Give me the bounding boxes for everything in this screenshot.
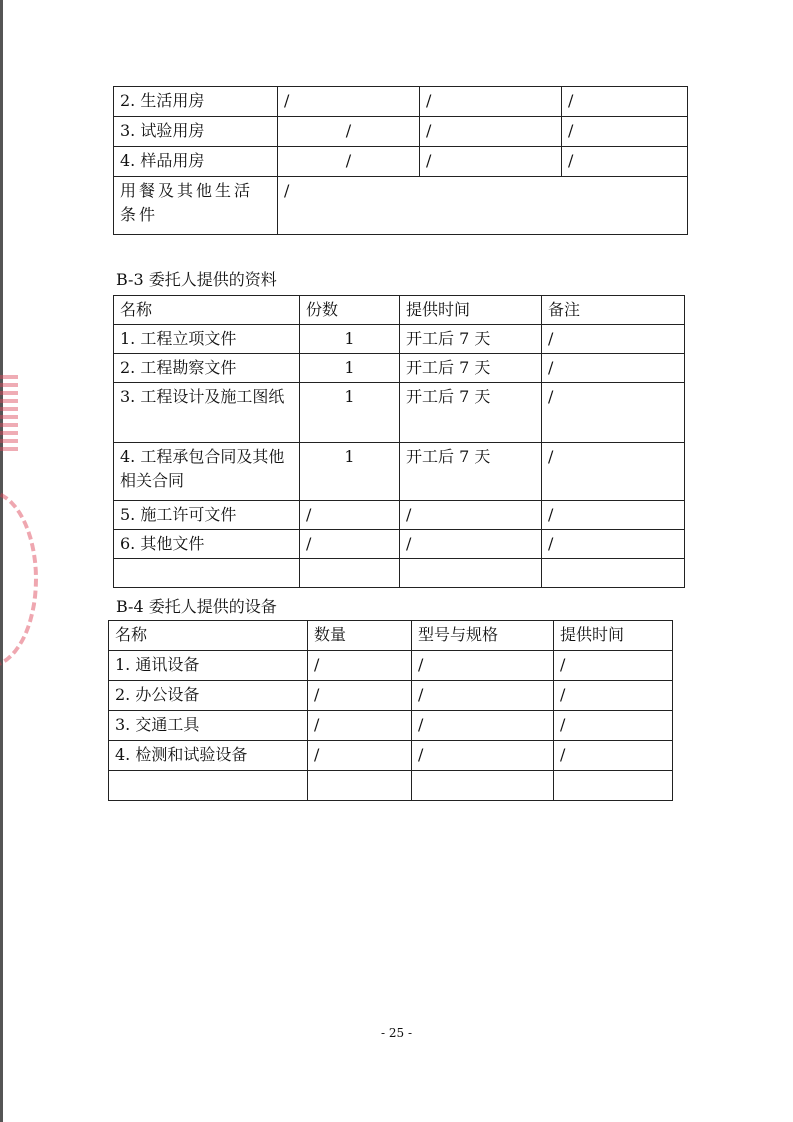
cell: / (542, 354, 685, 383)
table-row (109, 771, 673, 801)
cell: / (278, 177, 688, 235)
cell: 3. 试验用房 (114, 117, 278, 147)
cell: 4. 检测和试验设备 (109, 741, 308, 771)
table-row (114, 559, 685, 588)
cell: / (542, 530, 685, 559)
column-header: 数量 (308, 621, 412, 651)
cell: / (554, 651, 673, 681)
table-row (114, 87, 688, 117)
table-row (114, 530, 685, 559)
cell: / (542, 325, 685, 354)
cell (109, 771, 308, 801)
cell: / (412, 741, 554, 771)
cell: 开工后 7 天 (400, 354, 542, 383)
column-header: 名称 (109, 621, 308, 651)
cell: / (300, 501, 400, 530)
cell: 4. 工程承包合同及其他相关合同 (114, 443, 300, 501)
cell: / (542, 383, 685, 443)
cell: 1. 通讯设备 (109, 651, 308, 681)
cell: / (562, 147, 688, 177)
cell: / (562, 87, 688, 117)
section-title-b4: B-4 委托人提供的设备 (116, 597, 277, 616)
cell: 1 (300, 383, 400, 443)
cell: / (278, 117, 420, 147)
cell: / (412, 681, 554, 711)
cell: 开工后 7 天 (400, 443, 542, 501)
cell (554, 771, 673, 801)
cell: / (400, 530, 542, 559)
cell (114, 559, 300, 588)
column-header: 名称 (114, 296, 300, 325)
table-b3 (113, 295, 685, 588)
cell: 用餐及其他生活条件 (114, 177, 278, 235)
table-row (109, 741, 673, 771)
table-row (114, 117, 688, 147)
table-row (109, 651, 673, 681)
cell: / (554, 681, 673, 711)
cell: 3. 交通工具 (109, 711, 308, 741)
cell: 1 (300, 354, 400, 383)
seal-stamp-fragment (0, 490, 38, 668)
cell: / (278, 147, 420, 177)
table-row (114, 177, 688, 235)
cell (412, 771, 554, 801)
cell: / (562, 117, 688, 147)
table-b4 (108, 620, 673, 801)
cell: / (420, 147, 562, 177)
cell: / (278, 87, 420, 117)
cell: 4. 样品用房 (114, 147, 278, 177)
table-row (114, 501, 685, 530)
table-header-row (109, 621, 673, 651)
column-header: 备注 (542, 296, 685, 325)
cell: 2. 办公设备 (109, 681, 308, 711)
cell: 1 (300, 443, 400, 501)
column-header: 提供时间 (554, 621, 673, 651)
table-row (114, 383, 685, 443)
cell: / (420, 87, 562, 117)
cell: / (400, 501, 542, 530)
cell: 1 (300, 325, 400, 354)
cell: 开工后 7 天 (400, 325, 542, 354)
cell: 2. 工程勘察文件 (114, 354, 300, 383)
cell: / (308, 711, 412, 741)
cell: 2. 生活用房 (114, 87, 278, 117)
table-row (114, 443, 685, 501)
table-row (109, 711, 673, 741)
cell: 5. 施工许可文件 (114, 501, 300, 530)
cell (308, 771, 412, 801)
cell: / (554, 711, 673, 741)
cell (400, 559, 542, 588)
cell: 3. 工程设计及施工图纸 (114, 383, 300, 443)
cell: 1. 工程立项文件 (114, 325, 300, 354)
cell: 6. 其他文件 (114, 530, 300, 559)
section-title-b3: B-3 委托人提供的资料 (116, 270, 277, 289)
cell: / (308, 741, 412, 771)
cell: / (308, 651, 412, 681)
seal-stamp-fragment-top (0, 375, 18, 455)
table-row (114, 147, 688, 177)
table-row (114, 354, 685, 383)
table-row (109, 681, 673, 711)
cell: / (412, 711, 554, 741)
table-header-row (114, 296, 685, 325)
page-number: - 25 - (380, 1026, 412, 1040)
cell: / (412, 651, 554, 681)
cell: / (542, 443, 685, 501)
table-b2-tail (113, 86, 688, 235)
cell: / (308, 681, 412, 711)
cell: / (554, 741, 673, 771)
cell (542, 559, 685, 588)
cell: / (300, 530, 400, 559)
cell (300, 559, 400, 588)
cell: / (542, 501, 685, 530)
column-header: 型号与规格 (412, 621, 554, 651)
cell: 开工后 7 天 (400, 383, 542, 443)
column-header: 提供时间 (400, 296, 542, 325)
cell: / (420, 117, 562, 147)
table-row (114, 325, 685, 354)
column-header: 份数 (300, 296, 400, 325)
